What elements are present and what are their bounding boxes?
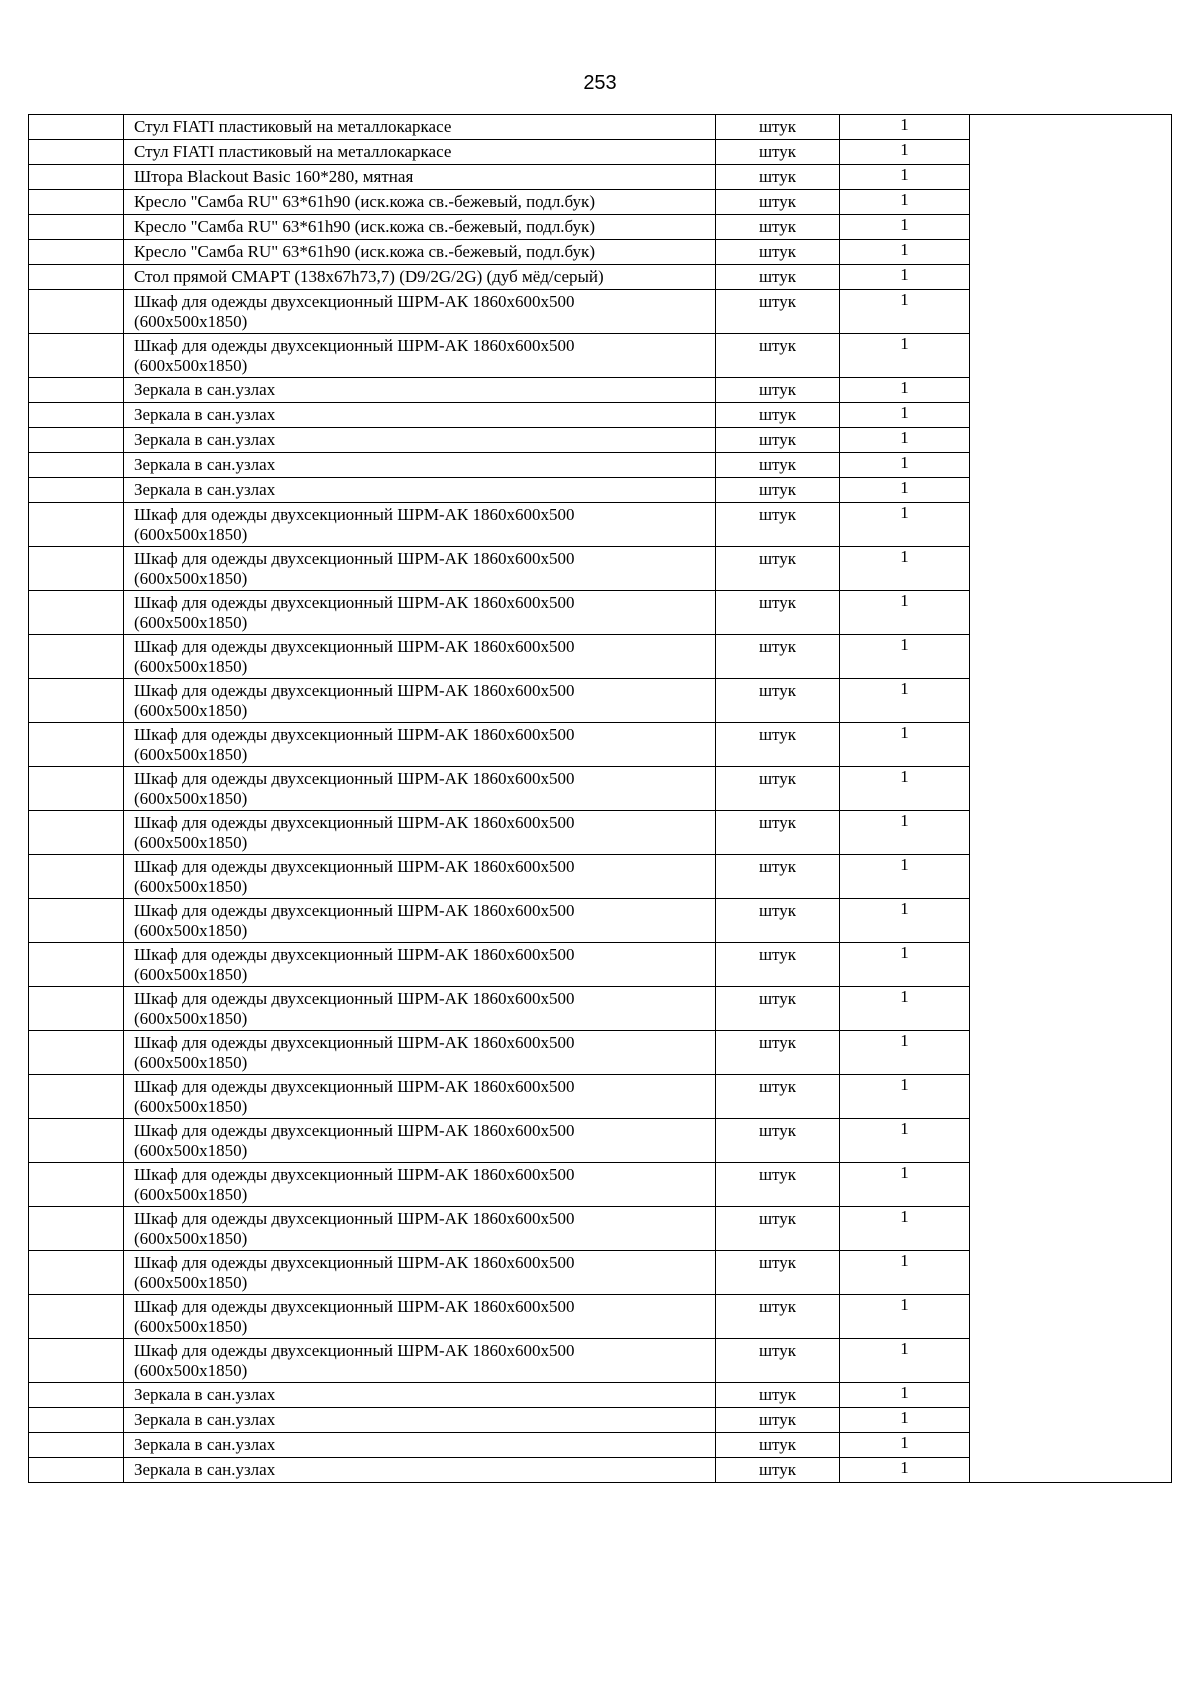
- page-number: 253: [583, 72, 617, 94]
- item-name-cell: [124, 240, 716, 265]
- row-index-cell: [29, 1251, 124, 1295]
- item-name-dimensions: (600x500x1850): [134, 1185, 248, 1204]
- unit-cell: штук: [716, 240, 840, 265]
- unit-cell: штук: [716, 503, 840, 547]
- row-index-cell: [29, 1295, 124, 1339]
- item-name-cell: [124, 899, 716, 943]
- item-name-cell: [124, 290, 716, 334]
- quantity-cell: 1: [840, 855, 970, 899]
- row-index-cell: [29, 899, 124, 943]
- item-name-cell: [124, 165, 716, 190]
- unit-cell: штук: [716, 1339, 840, 1383]
- unit-cell: штук: [716, 190, 840, 215]
- quantity-cell: 1: [840, 453, 970, 478]
- item-name: Зеркала в сан.узлах: [134, 480, 276, 499]
- row-index-cell: [29, 334, 124, 378]
- row-index-cell: [29, 453, 124, 478]
- quantity-cell: 1: [840, 1339, 970, 1383]
- row-index-cell: [29, 679, 124, 723]
- row-index-cell: [29, 428, 124, 453]
- item-name: Шкаф для одежды двухсекционный ШРМ-АК 1860x600x500: [134, 945, 575, 964]
- row-index-cell: [29, 1163, 124, 1207]
- quantity-cell: 1: [840, 723, 970, 767]
- row-index-cell: [29, 723, 124, 767]
- row-index-cell: [29, 1207, 124, 1251]
- item-name-cell: [124, 428, 716, 453]
- quantity-cell: 1: [840, 591, 970, 635]
- item-name: Шкаф для одежды двухсекционный ШРМ-АК 1860x600x500: [134, 505, 575, 524]
- quantity-cell: 1: [840, 987, 970, 1031]
- item-name: Зеркала в сан.узлах: [134, 1385, 276, 1404]
- item-name-cell: [124, 1295, 716, 1339]
- quantity-cell: 1: [840, 767, 970, 811]
- row-index-cell: [29, 591, 124, 635]
- quantity-cell: 1: [840, 240, 970, 265]
- item-name: Зеркала в сан.узлах: [134, 405, 276, 424]
- unit-cell: штук: [716, 1251, 840, 1295]
- item-name: Шкаф для одежды двухсекционный ШРМ-АК 1860x600x500: [134, 901, 575, 920]
- row-index-cell: [29, 403, 124, 428]
- quantity-cell: 1: [840, 1251, 970, 1295]
- unit-cell: штук: [716, 428, 840, 453]
- item-name-dimensions: (600x500x1850): [134, 1141, 248, 1160]
- item-name-cell: [124, 334, 716, 378]
- item-name-dimensions: (600x500x1850): [134, 1361, 248, 1380]
- unit-cell: штук: [716, 1119, 840, 1163]
- item-name: Шкаф для одежды двухсекционный ШРМ-АК 1860x600x500: [134, 1165, 575, 1184]
- row-index-cell: [29, 855, 124, 899]
- row-index-cell: [29, 378, 124, 403]
- item-name-dimensions: (600x500x1850): [134, 921, 248, 940]
- quantity-cell: 1: [840, 679, 970, 723]
- unit-cell: штук: [716, 1458, 840, 1483]
- row-index-cell: [29, 635, 124, 679]
- item-name-cell: [124, 503, 716, 547]
- item-name: Шкаф для одежды двухсекционный ШРМ-АК 1860x600x500: [134, 1341, 575, 1360]
- items-table: [28, 114, 1172, 1483]
- quantity-cell: 1: [840, 1119, 970, 1163]
- item-name: Зеркала в сан.узлах: [134, 455, 276, 474]
- item-name: Зеркала в сан.узлах: [134, 380, 276, 399]
- item-name: Шкаф для одежды двухсекционный ШРМ-АК 1860x600x500: [134, 681, 575, 700]
- item-name: Шкаф для одежды двухсекционный ШРМ-АК 1860x600x500: [134, 549, 575, 568]
- quantity-cell: 1: [840, 378, 970, 403]
- item-name: Шкаф для одежды двухсекционный ШРМ-АК 1860x600x500: [134, 1253, 575, 1272]
- quantity-cell: 1: [840, 290, 970, 334]
- item-name-dimensions: (600x500x1850): [134, 965, 248, 984]
- row-index-cell: [29, 190, 124, 215]
- row-index-cell: [29, 290, 124, 334]
- unit-cell: штук: [716, 290, 840, 334]
- row-index-cell: [29, 811, 124, 855]
- item-name: Шкаф для одежды двухсекционный ШРМ-АК 1860x600x500: [134, 1209, 575, 1228]
- item-name-cell: [124, 547, 716, 591]
- item-name-dimensions: (600x500x1850): [134, 1317, 248, 1336]
- items-table-body: [29, 115, 1172, 1483]
- item-name: Шкаф для одежды двухсекционный ШРМ-АК 1860x600x500: [134, 1121, 575, 1140]
- item-name-dimensions: (600x500x1850): [134, 525, 248, 544]
- item-name: Стул FIATI пластиковый на металлокаркасе: [134, 117, 452, 136]
- quantity-cell: 1: [840, 1207, 970, 1251]
- item-name-dimensions: (600x500x1850): [134, 356, 248, 375]
- row-index-cell: [29, 165, 124, 190]
- unit-cell: штук: [716, 334, 840, 378]
- unit-cell: штук: [716, 140, 840, 165]
- quantity-cell: 1: [840, 1383, 970, 1408]
- item-name-cell: [124, 378, 716, 403]
- quantity-cell: 1: [840, 943, 970, 987]
- item-name-dimensions: (600x500x1850): [134, 312, 248, 331]
- item-name-cell: [124, 1339, 716, 1383]
- item-name-cell: [124, 1383, 716, 1408]
- item-name: Зеркала в сан.узлах: [134, 430, 276, 449]
- quantity-cell: 1: [840, 547, 970, 591]
- unit-cell: штук: [716, 1295, 840, 1339]
- item-name: Штора Blackout Basic 160*280, мятная: [134, 167, 414, 186]
- item-name: Шкаф для одежды двухсекционный ШРМ-АК 1860x600x500: [134, 637, 575, 656]
- item-name-cell: [124, 1408, 716, 1433]
- item-name: Шкаф для одежды двухсекционный ШРМ-АК 1860x600x500: [134, 336, 575, 355]
- item-name-dimensions: (600x500x1850): [134, 833, 248, 852]
- item-name-dimensions: (600x500x1850): [134, 1009, 248, 1028]
- row-index-cell: [29, 503, 124, 547]
- item-name: Шкаф для одежды двухсекционный ШРМ-АК 1860x600x500: [134, 769, 575, 788]
- unit-cell: штук: [716, 767, 840, 811]
- row-index-cell: [29, 1075, 124, 1119]
- unit-cell: штук: [716, 1031, 840, 1075]
- unit-cell: штук: [716, 1383, 840, 1408]
- quantity-cell: 1: [840, 334, 970, 378]
- row-index-cell: [29, 240, 124, 265]
- item-name-dimensions: (600x500x1850): [134, 1053, 248, 1072]
- row-index-cell: [29, 478, 124, 503]
- row-index-cell: [29, 1458, 124, 1483]
- item-name-cell: [124, 1031, 716, 1075]
- item-name: Зеркала в сан.узлах: [134, 1460, 276, 1479]
- unit-cell: штук: [716, 679, 840, 723]
- unit-cell: штук: [716, 478, 840, 503]
- item-name-cell: [124, 1433, 716, 1458]
- quantity-cell: 1: [840, 478, 970, 503]
- item-name-cell: [124, 635, 716, 679]
- item-name-cell: [124, 115, 716, 140]
- quantity-cell: 1: [840, 1163, 970, 1207]
- quantity-cell: 1: [840, 265, 970, 290]
- item-name: Шкаф для одежды двухсекционный ШРМ-АК 1860x600x500: [134, 593, 575, 612]
- item-name: Кресло "Самба RU" 63*61h90 (иск.кожа св.-бежевый, подл.бук): [134, 242, 595, 261]
- quantity-cell: 1: [840, 1295, 970, 1339]
- item-name: Шкаф для одежды двухсекционный ШРМ-АК 1860x600x500: [134, 813, 575, 832]
- quantity-cell: 1: [840, 428, 970, 453]
- unit-cell: штук: [716, 165, 840, 190]
- item-name: Кресло "Самба RU" 63*61h90 (иск.кожа св.-бежевый, подл.бук): [134, 192, 595, 211]
- unit-cell: штук: [716, 723, 840, 767]
- quantity-cell: 1: [840, 115, 970, 140]
- item-name-dimensions: (600x500x1850): [134, 613, 248, 632]
- row-index-cell: [29, 140, 124, 165]
- item-name-dimensions: (600x500x1850): [134, 789, 248, 808]
- unit-cell: штук: [716, 453, 840, 478]
- quantity-cell: 1: [840, 635, 970, 679]
- unit-cell: штук: [716, 1075, 840, 1119]
- item-name-cell: [124, 1207, 716, 1251]
- row-index-cell: [29, 1408, 124, 1433]
- item-name: Шкаф для одежды двухсекционный ШРМ-АК 1860x600x500: [134, 725, 575, 744]
- row-index-cell: [29, 943, 124, 987]
- unit-cell: штук: [716, 115, 840, 140]
- item-name-dimensions: (600x500x1850): [134, 877, 248, 896]
- item-name-cell: [124, 1119, 716, 1163]
- item-name-cell: [124, 679, 716, 723]
- item-name: Шкаф для одежды двухсекционный ШРМ-АК 1860x600x500: [134, 292, 575, 311]
- row-index-cell: [29, 987, 124, 1031]
- item-name-cell: [124, 767, 716, 811]
- unit-cell: штук: [716, 635, 840, 679]
- row-index-cell: [29, 1383, 124, 1408]
- notes-cell: [970, 115, 1172, 1483]
- quantity-cell: 1: [840, 190, 970, 215]
- item-name-cell: [124, 723, 716, 767]
- quantity-cell: 1: [840, 1075, 970, 1119]
- row-index-cell: [29, 215, 124, 240]
- quantity-cell: 1: [840, 1031, 970, 1075]
- unit-cell: штук: [716, 855, 840, 899]
- quantity-cell: 1: [840, 403, 970, 428]
- unit-cell: штук: [716, 547, 840, 591]
- quantity-cell: 1: [840, 165, 970, 190]
- quantity-cell: 1: [840, 503, 970, 547]
- item-name-cell: [124, 1163, 716, 1207]
- item-name-cell: [124, 591, 716, 635]
- item-name-dimensions: (600x500x1850): [134, 701, 248, 720]
- item-name-cell: [124, 1075, 716, 1119]
- quantity-cell: 1: [840, 811, 970, 855]
- unit-cell: штук: [716, 403, 840, 428]
- unit-cell: штук: [716, 265, 840, 290]
- quantity-cell: 1: [840, 1433, 970, 1458]
- item-name-dimensions: (600x500x1850): [134, 569, 248, 588]
- item-name: Зеркала в сан.узлах: [134, 1410, 276, 1429]
- table-row: [29, 115, 1172, 140]
- row-index-cell: [29, 1119, 124, 1163]
- quantity-cell: 1: [840, 899, 970, 943]
- item-name: Шкаф для одежды двухсекционный ШРМ-АК 1860x600x500: [134, 1297, 575, 1316]
- unit-cell: штук: [716, 1207, 840, 1251]
- row-index-cell: [29, 1031, 124, 1075]
- item-name: Зеркала в сан.узлах: [134, 1435, 276, 1454]
- row-index-cell: [29, 1433, 124, 1458]
- item-name: Шкаф для одежды двухсекционный ШРМ-АК 1860x600x500: [134, 857, 575, 876]
- quantity-cell: 1: [840, 1408, 970, 1433]
- item-name-dimensions: (600x500x1850): [134, 1097, 248, 1116]
- unit-cell: штук: [716, 591, 840, 635]
- item-name: Стол прямой СМАРТ (138x67h73,7) (D9/2G/2G) (дуб мёд/серый): [134, 267, 604, 286]
- unit-cell: штук: [716, 943, 840, 987]
- item-name-cell: [124, 140, 716, 165]
- item-name-dimensions: (600x500x1850): [134, 1273, 248, 1292]
- row-index-cell: [29, 767, 124, 811]
- item-name-dimensions: (600x500x1850): [134, 1229, 248, 1248]
- item-name-cell: [124, 403, 716, 428]
- item-name-cell: [124, 478, 716, 503]
- row-index-cell: [29, 547, 124, 591]
- item-name: Шкаф для одежды двухсекционный ШРМ-АК 1860x600x500: [134, 1077, 575, 1096]
- item-name-cell: [124, 811, 716, 855]
- item-name-cell: [124, 855, 716, 899]
- row-index-cell: [29, 1339, 124, 1383]
- item-name: Стул FIATI пластиковый на металлокаркасе: [134, 142, 452, 161]
- item-name-cell: [124, 943, 716, 987]
- row-index-cell: [29, 115, 124, 140]
- item-name-cell: [124, 987, 716, 1031]
- item-name-cell: [124, 190, 716, 215]
- item-name-dimensions: (600x500x1850): [134, 657, 248, 676]
- item-name-cell: [124, 1251, 716, 1295]
- quantity-cell: 1: [840, 215, 970, 240]
- unit-cell: штук: [716, 899, 840, 943]
- item-name: Шкаф для одежды двухсекционный ШРМ-АК 1860x600x500: [134, 989, 575, 1008]
- quantity-cell: 1: [840, 1458, 970, 1483]
- item-name: Шкаф для одежды двухсекционный ШРМ-АК 1860x600x500: [134, 1033, 575, 1052]
- unit-cell: штук: [716, 1433, 840, 1458]
- unit-cell: штук: [716, 811, 840, 855]
- item-name: Кресло "Самба RU" 63*61h90 (иск.кожа св.-бежевый, подл.бук): [134, 217, 595, 236]
- quantity-cell: 1: [840, 140, 970, 165]
- unit-cell: штук: [716, 987, 840, 1031]
- unit-cell: штук: [716, 1408, 840, 1433]
- item-name-dimensions: (600x500x1850): [134, 745, 248, 764]
- item-name-cell: [124, 453, 716, 478]
- item-name-cell: [124, 265, 716, 290]
- item-name-cell: [124, 1458, 716, 1483]
- item-name-cell: [124, 215, 716, 240]
- unit-cell: штук: [716, 1163, 840, 1207]
- unit-cell: штук: [716, 378, 840, 403]
- unit-cell: штук: [716, 215, 840, 240]
- row-index-cell: [29, 265, 124, 290]
